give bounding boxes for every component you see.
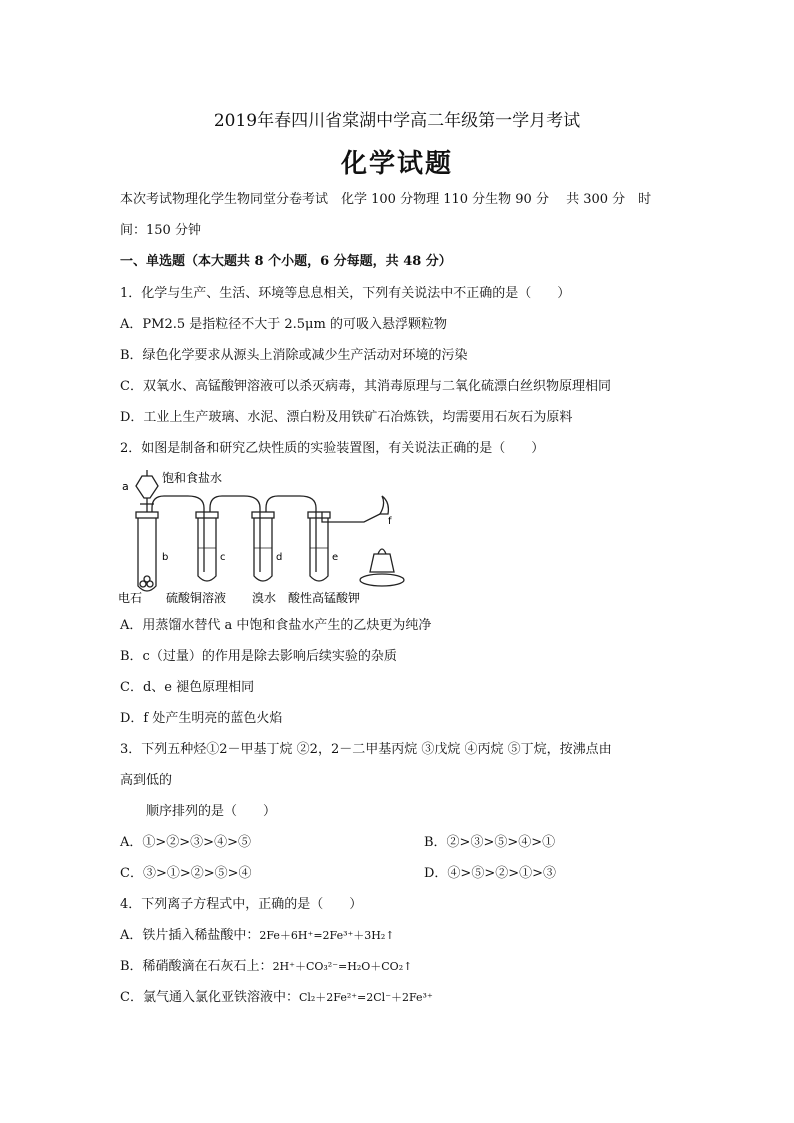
label-f: f bbox=[388, 516, 392, 527]
label-copper-sulfate: 硫酸铜溶液 bbox=[166, 591, 227, 604]
tube-b bbox=[138, 518, 156, 591]
exam-info-line2: 间：150 分钟 bbox=[120, 223, 201, 238]
q2-option-c: C．d、e 褪色原理相同 bbox=[120, 680, 255, 695]
q4-option-c bbox=[120, 986, 433, 1005]
section-heading: 一、单选题（本大题共 8 个小题，6 分每题，共 48 分） bbox=[120, 254, 452, 269]
q3-option-c: C．③>①>②>⑤>④ bbox=[120, 866, 252, 881]
q3-option-d: D．④>⑤>②>①>③ bbox=[424, 866, 556, 881]
q4-option-c-label: C．氯气通入氯化亚铁溶液中： bbox=[120, 990, 299, 1005]
subject-title: 化学试题 bbox=[340, 149, 453, 179]
q4-option-c-equation: Cl₂＋2Fe²⁺=2Cl⁻＋2Fe³⁺ bbox=[298, 991, 433, 1004]
q3-stem-line2: 高到低的 bbox=[120, 773, 173, 788]
q2-option-b: B．c（过量）的作用是除去影响后续实验的杂质 bbox=[120, 649, 397, 664]
q3-option-a: A．①>②>③>④>⑤ bbox=[120, 835, 251, 850]
q2-option-d: D．f 处产生明亮的蓝色火焰 bbox=[120, 711, 283, 726]
label-saturated-brine: 饱和食盐水 bbox=[162, 471, 223, 485]
q4-option-a-label: A．铁片插入稀盐酸中： bbox=[120, 928, 260, 943]
q3-stem-line1: 3．下列五种烃①2－甲基丁烷 ②2，2－二甲基丙烷 ③戊烷 ④丙烷 ⑤丁烷，按沸点由 bbox=[120, 742, 612, 757]
q4-option-b-equation: 2H⁺＋CO₃²⁻=H₂O＋CO₂↑ bbox=[272, 960, 413, 973]
q3-stem-line3: 顺序排列的是（ ） bbox=[146, 804, 277, 819]
q1-option-d: D．工业上生产玻璃、水泥、漂白粉及用铁矿石冶炼铁，均需要用石灰石为原料 bbox=[120, 410, 573, 425]
tube-d bbox=[254, 518, 272, 581]
label-d: d bbox=[276, 552, 283, 563]
exam-title: 2019年春四川省棠湖中学高二年级第一学月考试 bbox=[213, 111, 581, 131]
burner bbox=[370, 554, 394, 572]
q2-option-a: A．用蒸馏水替代 a 中饱和食盐水产生的乙炔更为纯净 bbox=[120, 618, 432, 633]
q1-option-b: B．绿色化学要求从源头上消除或减少生产活动对环境的污染 bbox=[120, 348, 468, 363]
tube-c bbox=[198, 518, 216, 581]
label-b: b bbox=[162, 552, 169, 563]
acetylene-apparatus-figure bbox=[118, 468, 418, 604]
tube-e bbox=[310, 518, 328, 581]
q3-option-b: B．②>③>⑤>④>① bbox=[424, 835, 556, 850]
exam-info-line1: 本次考试物理化学生物同堂分卷考试 化学 100 分物理 110 分生物 90 分 共 300 分 时 bbox=[120, 192, 652, 207]
q1-option-a: A．PM2.5 是指粒径不大于 2.5μm 的可吸入悬浮颗粒物 bbox=[120, 317, 447, 332]
q4-option-b bbox=[120, 955, 412, 974]
label-e: e bbox=[332, 552, 339, 563]
q2-stem: 2．如图是制备和研究乙炔性质的实验装置图，有关说法正确的是（ ） bbox=[120, 441, 545, 456]
label-c: c bbox=[220, 552, 226, 563]
separatory-funnel bbox=[136, 476, 158, 498]
q1-option-c: C．双氧水、高锰酸钾溶液可以杀灭病毒，其消毒原理与二氧化硫漂白丝织物原理相同 bbox=[120, 379, 611, 394]
q4-option-a bbox=[120, 924, 395, 943]
q1-stem: 1．化学与生产、生活、环境等息息相关，下列有关说法中不正确的是（ ） bbox=[120, 286, 571, 301]
q4-stem: 4．下列离子方程式中，正确的是（ ） bbox=[120, 897, 363, 912]
q4-option-a-equation: 2Fe＋6H⁺=2Fe³⁺＋3H₂↑ bbox=[259, 929, 395, 942]
label-kmno4: 酸性高锰酸钾 bbox=[288, 591, 361, 604]
q4-option-b-label: B．稀硝酸滴在石灰石上： bbox=[120, 959, 273, 974]
label-a: a bbox=[122, 480, 129, 493]
label-calcium-carbide: 电石 bbox=[118, 591, 143, 604]
flame bbox=[380, 496, 388, 514]
label-bromine-water: 溴水 bbox=[252, 591, 277, 604]
